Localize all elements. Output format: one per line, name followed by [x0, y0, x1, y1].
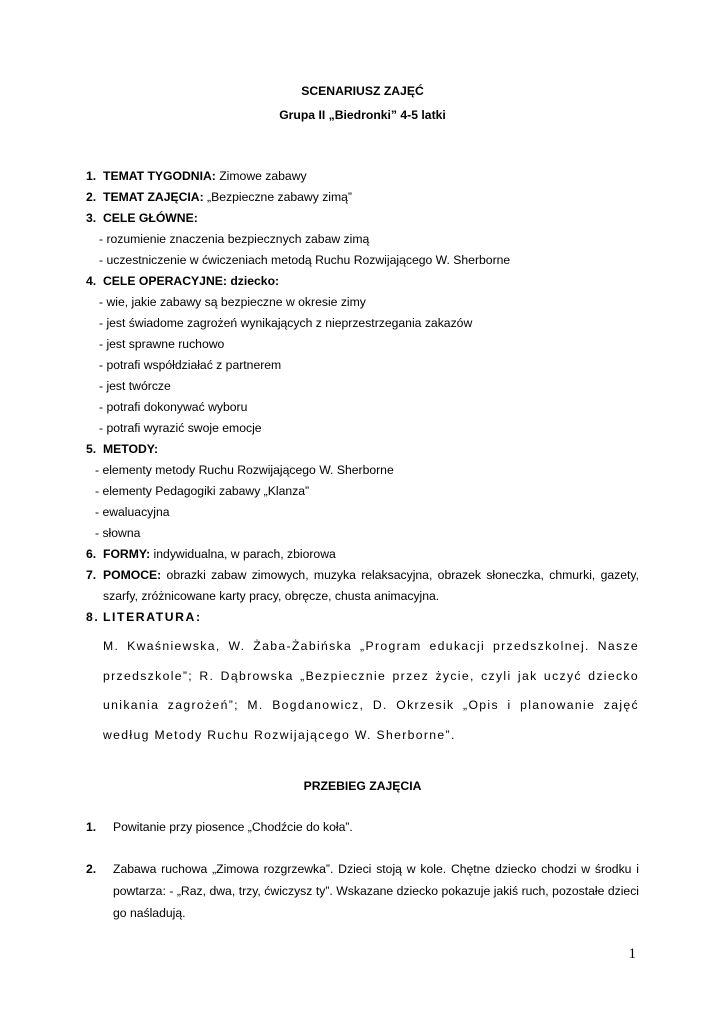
list-item: - ewaluacyjna	[95, 505, 170, 519]
section-number: 1.	[86, 169, 97, 183]
section-label: FORMY:	[103, 547, 151, 561]
section-label: CELE OPERACYJNE: dziecko:	[103, 274, 280, 288]
literature-line: unikania zagrożeń”; M. Bogdanowicz, D. Okrzesik „Opis i planowanie zajęć	[103, 698, 639, 712]
section-number: 8.	[86, 610, 100, 624]
step-text-line: Zabawa ruchowa „Zimowa rozgrzewka”. Dzieci stoją w kole. Chętne dziecko chodzi w środku i	[113, 862, 639, 876]
section-number: 6.	[86, 547, 97, 561]
section-number: 7.	[86, 568, 97, 582]
document-title: SCENARIUSZ ZAJĘĆ	[301, 84, 424, 98]
section-label: TEMAT TYGODNIA:	[103, 169, 216, 183]
section-number: 2.	[86, 190, 97, 204]
step-number: 1.	[86, 820, 97, 834]
list-item: - potrafi dokonywać wyboru	[99, 400, 248, 414]
page-number: 1	[628, 946, 636, 962]
list-item: - uczestniczenie w ćwiczeniach metodą Ruchu Rozwijającego W. Sherborne	[99, 253, 511, 267]
step-text: Powitanie przy piosence „Chodźcie do koła”.	[113, 820, 353, 834]
group-subtitle: Grupa II „Biedronki” 4-5 latki	[279, 108, 446, 122]
step-text-line: powtarza: - „Raz, dwa, trzy, ćwiczysz ty”. Wskazane dziecko pokazuje jakiś ruch, pozostałe dzieci	[113, 884, 639, 898]
section-label: LITERATURA:	[103, 610, 202, 624]
list-item: - rozumienie znaczenia bezpiecznych zabaw zimą	[99, 232, 370, 246]
list-item: - elementy metody Ruchu Rozwijającego W. Sherborne	[95, 463, 394, 477]
section-number: 4.	[86, 274, 97, 288]
section-value: indywidualna, w parach, zbiorowa	[150, 547, 336, 561]
list-item: - jest sprawne ruchowo	[99, 337, 225, 351]
literature-line: M. Kwaśniewska, W. Żaba-Żabińska „Program edukacji przedszkolnej. Nasze	[103, 639, 639, 653]
section-label: CELE GŁÓWNE:	[103, 211, 198, 225]
section-number: 3.	[86, 211, 97, 225]
section-label: POMOCE:	[103, 568, 162, 582]
step-number: 2.	[86, 862, 97, 876]
section-number: 5.	[86, 442, 97, 456]
list-item: - jest twórcze	[99, 379, 171, 393]
list-item: - jest świadome zagrożeń wynikających z nieprzestrzegania zakazów	[99, 316, 473, 330]
list-item: - słowna	[95, 526, 141, 540]
step-text-line: go naśladują.	[113, 906, 186, 920]
literature-line: według Metody Ruchu Rozwijającego W. Sherborne”.	[103, 728, 456, 742]
section-label: METODY:	[103, 442, 159, 456]
section-value: obrazki zabaw zimowych, muzyka relaksacyjna, obrazek słoneczka, chmurki, gazety,	[161, 568, 639, 582]
przebieg-heading: PRZEBIEG ZAJĘCIA	[303, 779, 422, 793]
section-label: TEMAT ZAJĘCIA:	[103, 190, 204, 204]
list-item: - potrafi wyrazić swoje emocje	[99, 421, 262, 435]
list-item: - potrafi współdziałać z partnerem	[99, 358, 282, 372]
literature-line: przedszkole”; R. Dąbrowska „Bezpiecznie przez życie, czyli jak uczyć dziecko	[103, 669, 639, 683]
list-item: - elementy Pedagogiki zabawy „Klanza”	[95, 484, 310, 498]
list-item: - wie, jakie zabawy są bezpieczne w okresie zimy	[99, 295, 366, 309]
section-value-continued: szarfy, zróżnicowane karty pracy, obręcze, chusta animacyjna.	[103, 589, 440, 603]
section-value: „Bezpieczne zabawy zimą”	[203, 190, 352, 204]
section-value: Zimowe zabawy	[215, 169, 307, 183]
